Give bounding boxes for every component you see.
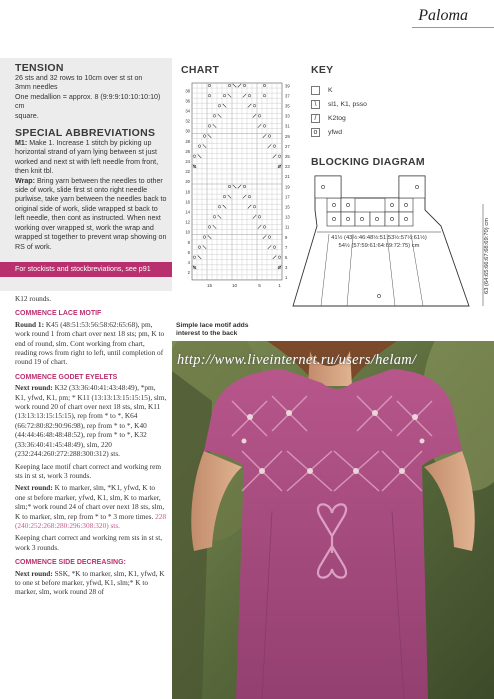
chart-row-label: 37 (285, 93, 290, 99)
lace-motif-text (15, 320, 167, 367)
key-item-label: K2tog (328, 114, 346, 122)
garment-photo (172, 341, 494, 699)
chart-row-label: 13 (285, 214, 290, 220)
tension-line-1: 26 sts and 32 rows to 10cm over st st on (15, 74, 143, 82)
tension-line-4: square. (15, 111, 39, 120)
side-decrease-lead: Next round: (15, 568, 53, 578)
chart-row-label: 20 (185, 179, 190, 185)
yfwd-symbol-icon: o (311, 128, 320, 137)
caption-line-2: interest to the back (176, 330, 238, 337)
key-item-k (311, 83, 481, 97)
chart-row-label: 7 (285, 244, 288, 250)
key-item-k2tog (311, 111, 481, 125)
chart-row-label: 3 (285, 265, 288, 271)
chart-row-label: 10 (185, 229, 190, 235)
godet-p3: Keeping chart correct and working rem sts in st st, work 3 rounds. (15, 533, 163, 552)
tension-line-3: One medallion = approx. 8 (9:9:9:10:10:10:10) cm (15, 92, 161, 111)
key-item-label: sl1, K1, psso (328, 100, 367, 108)
godet-lead: Next round: (15, 383, 53, 393)
side-decrease-text (15, 569, 167, 597)
abbrev-m1-label: M1: (15, 139, 28, 148)
page-title: Paloma (418, 7, 468, 24)
watermark-url: http://www.liveinternet.ru/users/helam/ (177, 352, 417, 368)
chart-row-label: 29 (285, 133, 290, 139)
chart-row-label: 21 (285, 174, 290, 180)
tension-heading: TENSION (15, 62, 64, 74)
godet-text (15, 383, 167, 458)
chart-row-label: 22 (185, 169, 190, 175)
stockists-bar: For stockists and stockbreviations, see p91 (0, 262, 172, 277)
chart-row-label: 5 (285, 254, 288, 260)
chart-row-label: 31 (285, 123, 290, 129)
lace-motif-body: K45 (48:51:53:56:58:62:65:68), pm, work round 1 from chart over next 18 sts; pm, K to end of round, slm. Cont working from chart, reading rows from right to left, until completion of round 19 of chart. (15, 319, 165, 367)
chart-col-label: 10 (231, 282, 238, 288)
chart-row-label: 38 (185, 88, 190, 94)
chart-row-label: 23 (285, 164, 290, 170)
chart-row-label: 14 (185, 209, 190, 215)
photo-caption (176, 322, 248, 338)
godet-body-2: K to marker, slm, *K1, yfwd, K to one st before marker, yfwd, K1, slm, K to marker, slm;* work round 24 of chart over next 18 sts, slm, K to marker, slm, rep from * to * 3 more times. (15, 483, 165, 521)
chart-row-label: 24 (185, 159, 190, 164)
info-panel (0, 58, 172, 291)
chart-row-label: 15 (285, 204, 290, 210)
chart-row-label: 18 (185, 189, 190, 195)
blocking-diagram (291, 168, 491, 318)
abbrev-wrap-label: Wrap: (15, 176, 35, 185)
k2tog-symbol-icon: / (311, 114, 320, 123)
godet-heading: COMMENCE GODET EYELETS (15, 373, 118, 381)
height-label: 63 (64:65:66:67:68:69:70) cm (484, 217, 490, 295)
abbrev-m1 (15, 139, 168, 177)
chart-row-label: 28 (185, 138, 190, 144)
knit-symbol-icon (311, 86, 320, 95)
godet-p2: Keeping lace motif chart correct and working rem sts in st st, work 3 rounds. (15, 461, 162, 480)
abbrev-heading: SPECIAL ABBREVIATIONS (15, 127, 156, 140)
abbrev-wrap (15, 177, 168, 252)
key-item-label: K (328, 86, 333, 94)
width-label-1: 41½ (43½:46:48½:51:53½:57½:61½) (331, 235, 427, 241)
chart-col-label: 5 (258, 282, 261, 288)
chart-col-label: 1 (278, 282, 281, 288)
key-heading: KEY (311, 64, 334, 76)
chart-row-label: 33 (285, 113, 290, 119)
godet-count: 228 (240:252:268:280:296:308:320) sts. (15, 511, 167, 530)
chart-row-label: 27 (285, 143, 290, 149)
chart-heading: CHART (181, 64, 220, 76)
caption-line-1: Simple lace motif adds (176, 322, 249, 329)
chart-row-label: 4 (187, 260, 190, 265)
godet-next (15, 483, 167, 530)
width-label-2: 54½ (57:59:61:64:69:72:75) cm (338, 243, 420, 249)
chart-row-label: 1 (285, 275, 288, 281)
chart-row-label: 35 (285, 103, 290, 109)
title-rule (412, 27, 494, 28)
lace-chart (182, 80, 294, 290)
chart-row-label: 30 (185, 128, 190, 134)
key-item-yfwd (311, 125, 481, 139)
chart-row-label: 16 (185, 199, 190, 205)
chart-row-label: 11 (285, 224, 290, 230)
chart-row-label: 32 (185, 118, 190, 124)
tension-line-2: 3mm needles (15, 83, 58, 92)
blocking-heading: BLOCKING DIAGRAM (311, 156, 425, 168)
key-item-label: yfwd (328, 128, 342, 136)
intro-text: K12 rounds. (15, 294, 52, 303)
ssk-symbol-icon: \ (311, 100, 320, 109)
abbrev-wrap-text: Bring yarn between the needles to other side of work, slide first st onto right needle purlwise, take yarn between the needles back to original side of work, slide wrapped st back to left needle, then cont as instructed. When next working over wrapped st, work the wrap and wrapped st together to prevent wrap showing on RS of work. (15, 176, 167, 251)
abbrev-m1-text: Make 1. Increase 1 stitch by picking up horizontal strand of yarn lying between st just worked and next st with left needle from front, then knit tbl. (15, 139, 159, 176)
key-item-sl1 (311, 97, 481, 111)
chart-row-label: 19 (285, 184, 290, 190)
pattern-instructions (15, 294, 167, 600)
lace-motif-lead: Round 1: (15, 319, 44, 329)
chart-row-label: 34 (185, 108, 190, 114)
chart-row-label: 39 (285, 83, 290, 89)
chart-row-label: 6 (187, 249, 190, 255)
chart-row-label: 36 (185, 98, 190, 104)
chart-row-label: 17 (285, 194, 290, 200)
godet-lead-2: Next round: (15, 483, 53, 493)
chart-col-label: 15 (206, 282, 213, 288)
side-decrease-body: SSK, *K to marker, slm, K1, yfwd, K to one st before marker, yfwd, K1, slm;* K to marker, slm, work round 28 of (15, 568, 165, 597)
lace-motif-heading: COMMENCE LACE MOTIF (15, 310, 102, 318)
chart-row-label: 26 (185, 148, 190, 154)
godet-body: K32 (33:36:40:41:43:48:49), *pm, K1, yfwd, K1, pm; * K11 (13:13:13:15:15:15), slm, work round 20 of chart over next 18 sts, slm, K11 (13:13:13:15:15:15), rep from * to *, K64 (66:72:80:82:90:96:98), rep from * to *, K40 (44:44:46:48:48:48:52), rep from * to *, K32 (33:36:40:41:45:48:49), slm, 220 (232:244:260:272:288:300:312) sts. (15, 383, 167, 459)
key-list (311, 83, 481, 139)
chart-row-label: 25 (285, 153, 290, 159)
chart-row-label: 2 (187, 270, 190, 276)
chart-row-label: 8 (187, 239, 190, 245)
chart-row-label: 12 (185, 219, 190, 225)
chart-row-label: 9 (285, 234, 288, 240)
side-decrease-heading: COMMENCE SIDE DECREASING: (15, 559, 126, 567)
